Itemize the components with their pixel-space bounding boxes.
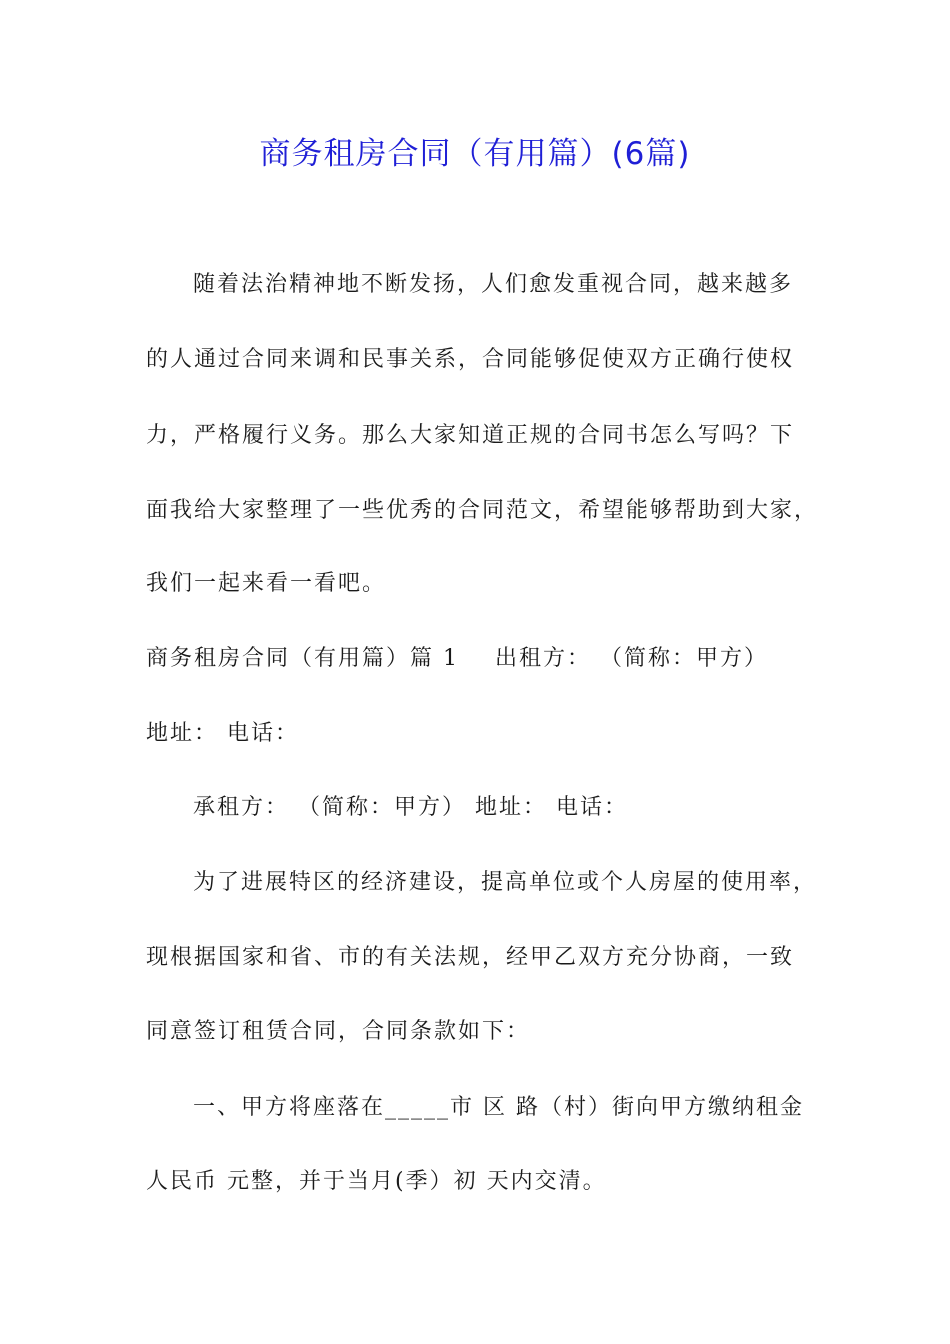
intro-line-1: 随着法治精神地不断发扬，人们愈发重视合同，越来越多 <box>193 272 794 297</box>
intro-line-4: 面我给大家整理了一些优秀的合同范文，希望能够帮助到大家， <box>146 498 819 523</box>
intro-line-2: 的人通过合同来调和民事关系，合同能够促使双方正确行使权 <box>146 347 795 372</box>
purpose-line-3: 同意签订租赁合同，合同条款如下： <box>146 1019 531 1044</box>
lessor-contact-line: 地址： 电话： <box>146 721 299 746</box>
section-heading: 商务租房合同（有用篇）篇 1 <box>146 646 459 671</box>
clause-1-line-1: 一、甲方将座落在_____市 区 路（村）街向甲方缴纳租金 <box>193 1095 804 1120</box>
clause-1-line-2: 人民币 元整，并于当月(季）初 天内交清。 <box>146 1169 607 1194</box>
lessee-line: 承租方： （简称：甲方） 地址： 电话： <box>193 795 628 820</box>
section-heading-row <box>146 643 826 675</box>
purpose-line-1: 为了进展特区的经济建设，提高单位或个人房屋的使用率， <box>193 870 818 895</box>
intro-line-3: 力，严格履行义务。那么大家知道正规的合同书怎么写吗？下 <box>146 423 795 448</box>
purpose-line-2: 现根据国家和省、市的有关法规，经甲乙双方充分协商，一致 <box>146 945 795 970</box>
document-title: 商务租房合同（有用篇）(6篇) <box>259 136 691 172</box>
intro-line-5: 我们一起来看一看吧。 <box>146 571 387 596</box>
lessor-line: 出租方： （简称：甲方） <box>495 646 768 671</box>
